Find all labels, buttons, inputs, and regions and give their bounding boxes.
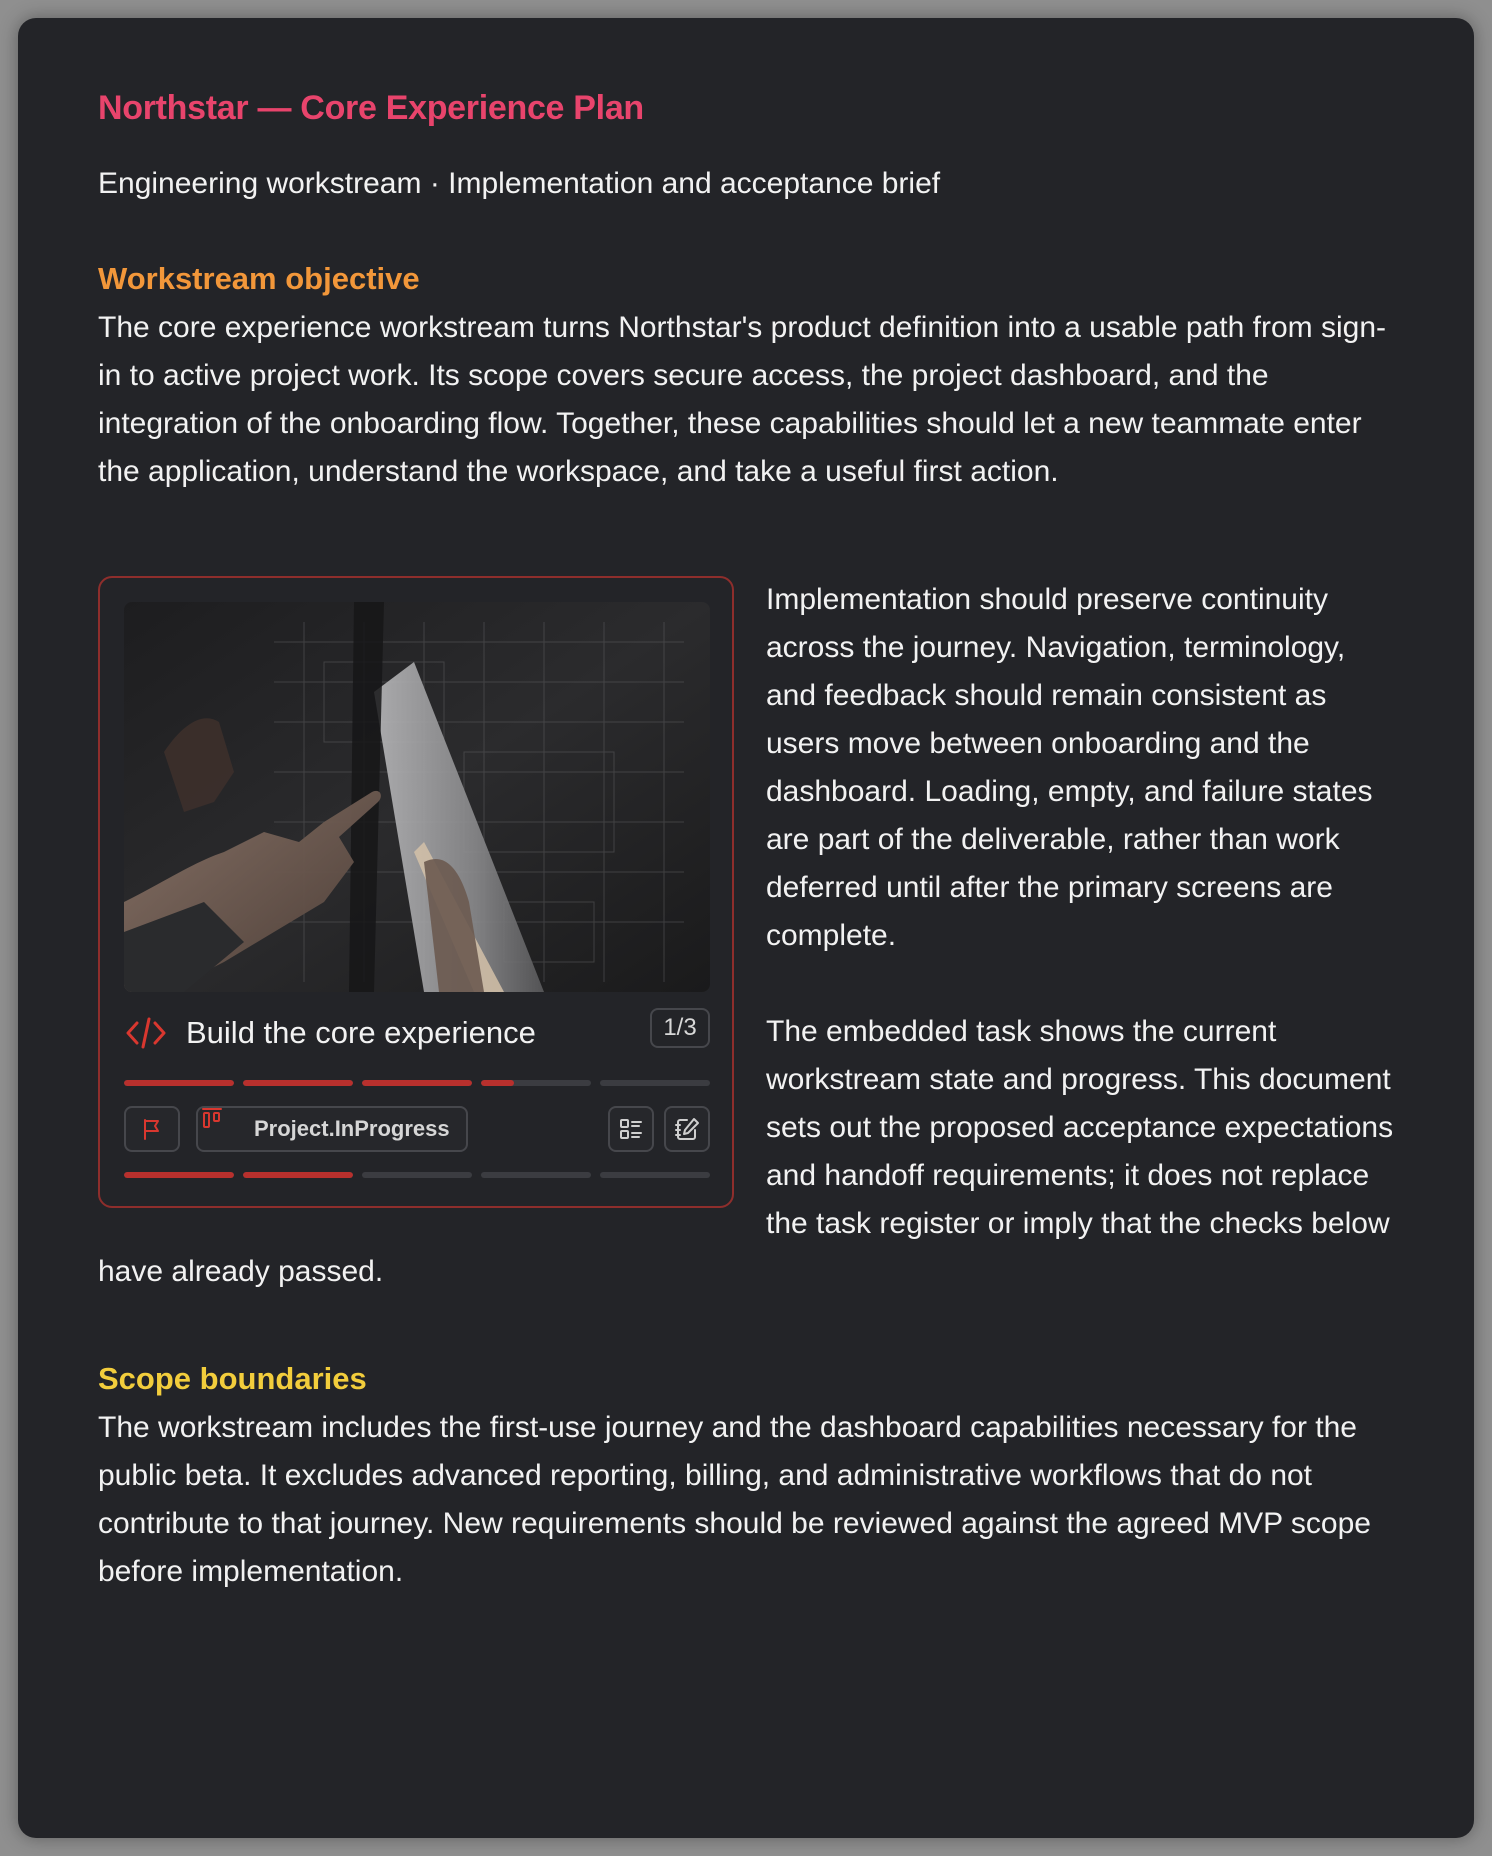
flag-icon — [142, 1118, 162, 1140]
status-chip[interactable] — [196, 1106, 468, 1152]
list-view-button[interactable] — [608, 1106, 654, 1152]
objective-paragraph: The core experience workstream turns Northstar's product definition into a usable path from sign-in to active project work. Its scope covers secure access, the project dashboard, and the integration of the onboarding flow. Together, these capabilities should let a new teammate enter the application, understand the workspace, and take a useful first action. — [98, 311, 1387, 488]
progress-top-segment-fill-2 — [243, 1080, 353, 1086]
task-header — [124, 1004, 710, 1062]
flag-button[interactable] — [124, 1106, 180, 1152]
progress-bottom-segment-2 — [243, 1172, 353, 1178]
status-label: Project.InProgress — [254, 1116, 450, 1141]
task-cover-image — [124, 602, 710, 992]
document-subtitle: Engineering workstream · Implementation and acceptance brief — [98, 167, 941, 200]
task-toolbar — [124, 1106, 710, 1152]
progress-bottom-segment-3 — [362, 1172, 472, 1178]
progress-bottom-segment-4 — [481, 1172, 591, 1178]
progress-bottom-segment-1 — [124, 1172, 234, 1178]
task-progress-bottom — [124, 1172, 710, 1178]
document-page — [18, 18, 1474, 1838]
progress-top-segment-1 — [124, 1080, 234, 1086]
progress-top-segment-2 — [243, 1080, 353, 1086]
progress-bottom-segment-fill-1 — [124, 1172, 234, 1178]
task-progress-top — [124, 1080, 710, 1086]
progress-top-segment-fill-4 — [481, 1080, 514, 1086]
embedded-task-paragraph: The embedded task shows the current workstream state and progress. This document sets out the proposed acceptance expectations and handoff requirements; it does not replace the task register or imply that the checks below have already passed. — [98, 1015, 1394, 1288]
continuity-paragraph: Implementation should preserve continuity across the journey. Navigation, terminology, and feedback should remain consistent as users move between onboarding and the dashboard. Loading, empty, and failure states are part of the deliverable, rather than work deferred until after the primary screens are complete. — [766, 583, 1373, 952]
progress-bottom-segment-fill-2 — [243, 1172, 353, 1178]
progress-top-segment-5 — [600, 1080, 710, 1086]
section-heading-objective: Workstream objective — [98, 261, 420, 296]
blueprint-photo — [124, 602, 710, 992]
embedded-task-card[interactable] — [98, 576, 734, 1208]
edit-note-icon — [674, 1116, 700, 1142]
section-heading-scope: Scope boundaries — [98, 1361, 367, 1396]
task-title[interactable]: Build the core experience — [186, 1015, 536, 1050]
list-icon — [619, 1117, 643, 1141]
kanban-icon — [201, 1107, 223, 1129]
edit-note-button[interactable] — [664, 1106, 710, 1152]
progress-top-segment-fill-3 — [362, 1080, 472, 1086]
progress-bottom-segment-5 — [600, 1172, 710, 1178]
task-counter-badge: 1/3 — [650, 1008, 710, 1048]
code-icon — [126, 1016, 166, 1050]
document-title: Northstar — Core Experience Plan — [98, 89, 644, 127]
scope-paragraph: The workstream includes the first-use journey and the dashboard capabilities necessary for the public beta. It excludes advanced reporting, billing, and administrative workflows that do not contribute to that journey. New requirements should be reviewed against the agreed MVP scope before implementation. — [98, 1411, 1371, 1588]
progress-top-segment-3 — [362, 1080, 472, 1086]
document-content — [98, 78, 1398, 1596]
progress-top-segment-4 — [481, 1080, 591, 1086]
progress-top-segment-fill-1 — [124, 1080, 234, 1086]
embedded-task-section — [98, 576, 1398, 1296]
